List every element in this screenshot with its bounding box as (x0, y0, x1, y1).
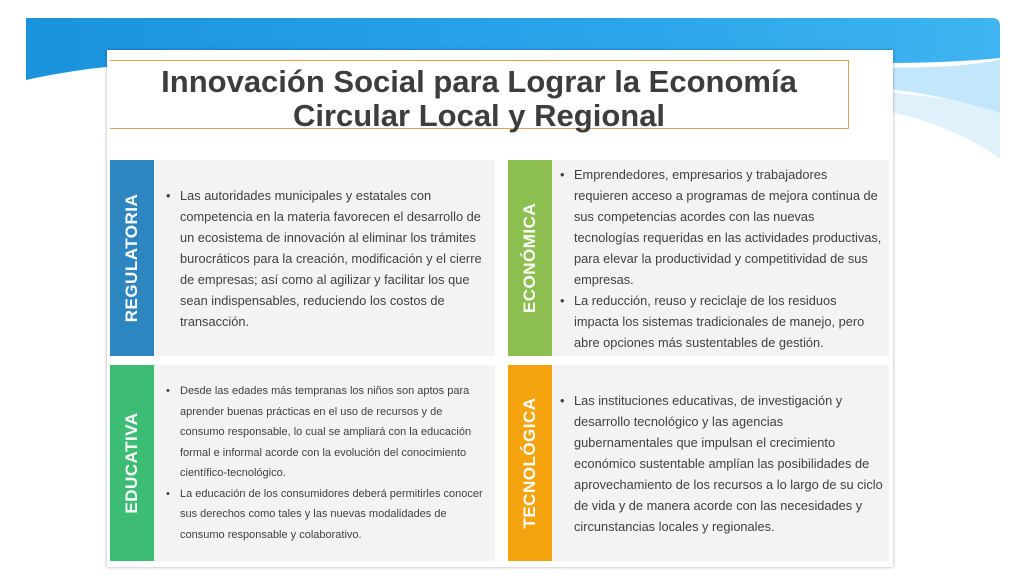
slide-title-line1: Innovación Social para Lograr la Economía (161, 64, 797, 99)
regulatoria-bar (110, 160, 154, 356)
economica-bullet: • Emprendedores, empresarios y trabajadores requieren acceso a programas de mejora continua de sus competencias acordes con las nuevas tecnologías requeridas en las actividades productivas, para elevar la productividad y competitividad de sus empresas. (560, 164, 883, 290)
slide-title-line2: Circular Local y Regional (292, 98, 666, 133)
panel-regulatoria (110, 160, 495, 356)
tecnologica-bar (508, 365, 552, 561)
title-box (110, 60, 849, 133)
economica-label: ECONÓMICA (520, 202, 539, 314)
slide-image (107, 50, 893, 567)
economica-bar (508, 160, 552, 356)
educativa-label: EDUCATIVA (122, 412, 141, 514)
educativa-content (166, 365, 487, 561)
educativa-bullet: • Desde las edades más tempranas los niños son aptos para aprender buenas prácticas en el uso de recursos y de consumo responsable, lo cual se ampliará con la educación formal e informal acorde con la evolución del conocimiento científico-tecnológico. (166, 381, 487, 484)
panel-educativa (110, 365, 495, 561)
slide-title (110, 65, 848, 133)
panel-tecnologica (508, 365, 889, 561)
tecnologica-bullet: • Las instituciones educativas, de investigación y desarrollo tecnológico y las agencias gubernamentales que impulsan el crecimiento económico sustentable amplían las posibilidades de aprovechamiento de los recursos a lo largo de su ciclo de vida y de manera acorde con las necesidades y circunstancias locales y regionales. (560, 390, 883, 537)
regulatoria-bullet: • Las autoridades municipales y estatales con competencia en la materia favorecen el desarrollo de un ecosistema de innovación al eliminar los trámites burocráticos para la creación, modificación y el cierre de empresas; así como al agilizar y facilitar los que sean indispensables, reduciendo los costos de transacción. (166, 185, 487, 332)
tecnologica-label: TECNOLÓGICA (520, 397, 539, 529)
regulatoria-content (166, 160, 487, 356)
educativa-bar (110, 365, 154, 561)
economica-content (560, 160, 883, 356)
economica-bullet: • La reducción, reuso y reciclaje de los residuos impacta los sistemas tradicionales de manejo, pero abre opciones más sustentables de gestión. (560, 290, 883, 353)
panel-economica (508, 160, 889, 356)
educativa-bullet: • La educación de los consumidores deberá permitirles conocer sus derechos como tales y las nuevas modalidades de consumo responsable y colaborativo. (166, 484, 487, 546)
tecnologica-content (560, 365, 883, 561)
regulatoria-label: REGULATORIA (122, 193, 141, 323)
